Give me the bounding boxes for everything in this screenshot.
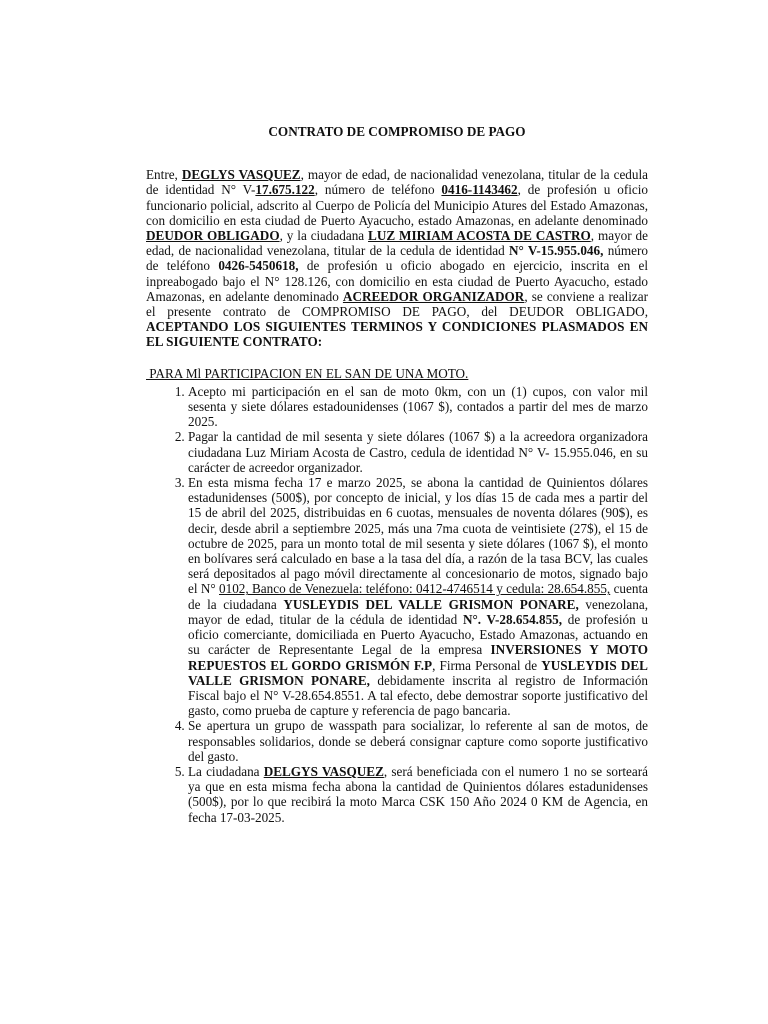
section-heading: PARA Ml PARTICIPACION EN EL SAN DE UNA MOTO. xyxy=(146,365,469,381)
intro-text: , se conviene a realizar el presente contrato de COMPROMISO DE PAGO, del DEUDOR OBLIGADO, xyxy=(146,288,648,320)
beneficiary-name: DELGYS VASQUEZ xyxy=(263,763,384,779)
company-name: INVERSIONES Y MOTO REPUESTOS EL GORDO GRISMÓN F.P xyxy=(188,642,648,673)
acreedor-role: ACREEDOR ORGANIZADOR xyxy=(342,288,525,304)
list-item xyxy=(188,475,648,718)
owner-name: YUSLEYDIS DEL VALLE GRISMON PONARE, xyxy=(188,657,648,688)
intro-text: , mayor de edad, de nacionalidad venezolana, titular de la cedula de identidad N° V- xyxy=(146,167,649,198)
item-text: , Firma Personal de xyxy=(432,657,542,673)
deudor-name: DEGLYS VASQUEZ xyxy=(181,167,301,183)
item-text: cuenta de la ciudadana xyxy=(188,581,648,612)
deudor-phone: 0416-1143462 xyxy=(441,182,518,198)
intro-text: , de profesión u oficio funcionario policial, adscrito al Cuerpo de Policía del Municipio Atures del Estado Amazonas, con domicilio en esta ciudad de Puerto Ayacucho, estado Amazonas, en adelante denominado xyxy=(146,182,648,228)
intro-text: Entre, xyxy=(146,167,182,183)
document-title: CONTRATO DE COMPROMISO DE PAGO xyxy=(268,124,526,139)
intro-text: , y la ciudadana xyxy=(279,228,369,244)
owner-name: YUSLEYDIS DEL VALLE GRISMON PONARE, xyxy=(283,596,579,612)
intro-text: , número de teléfono xyxy=(314,182,442,198)
intro-text: número de teléfono xyxy=(146,243,648,274)
item-text: En esta misma fecha 17 e marzo 2025, se abona la cantidad de Quinientos dólares estadunidenses (500$), por concepto de inicial, y los días 15 de cada mes a partir del 15 de abril del 2025, distribuidas en 6 cuotas, mensuales de noventa dólares (90$), es decir, desde abril a septiembre 2025, más una 7ma cuota de veintisiete (27$), el 15 de octubre de 2025, para un monto total de mil sesenta y siete dólares (1067 $), el monto en bolívares será calculado en base a la tasa del día, a razón de la tasa BCV, las cuales será depositados al pago móvil directamente al concesionario de motos, signado bajo el N° xyxy=(188,475,648,597)
deudor-role: DEUDOR OBLIGADO xyxy=(146,228,280,244)
list-item xyxy=(188,764,648,825)
contract-document xyxy=(146,124,648,825)
item-text: Acepto mi participación en el san de moto 0km, con un (1) cupos, con valor mil sesenta y siete dólares estadounidenses (1067 $), contados a partir del mes de marzo 2025. xyxy=(188,383,648,430)
item-text: de profesión u oficio comerciante, domiciliada en Puerto Ayacucho, Estado Amazonas, actuando en su carácter de Representante Legal de la empresa xyxy=(188,611,648,658)
list-item xyxy=(188,718,648,764)
intro-text: , mayor de edad, de nacionalidad venezolana, titular de la cedula de identidad xyxy=(146,228,648,259)
intro-paragraph xyxy=(146,167,648,349)
item-text: Pagar la cantidad de mil sesenta y siete dólares (1067 $) a la acreedora organizadora ciudadana Luz Miriam Acosta de Castro, cedula de identidad N° V- 15.955.046, en su carácter de acreedor organizador. xyxy=(188,429,648,475)
intro-text: de profesión u oficio abogado en ejercicio, inscrita en el inpreabogado bajo el N° 128.126, con domicilio en esta ciudad de Puerto Ayacucho, estado Amazonas, en adelante denominado xyxy=(146,258,648,304)
item-text: Se apertura un grupo de wasspath para socializar, lo referente al san de motos, de responsables solidarios, donde se deberá consignar capture como soporte justificativo del gasto. xyxy=(188,718,648,764)
deudor-id: 17.675.122 xyxy=(255,182,315,198)
item-text: , será beneficiada con el numero 1 no se sorteará ya que en esta misma fecha abona la cantidad de Quinientos dólares estadunidenses (500$), por lo que recibirá la moto Marca CSK 150 Año 2024 0 KM de Agencia, en fecha 17-03-2025. xyxy=(188,763,648,825)
acreedor-id: N° V-15.955.046, xyxy=(508,243,604,259)
bank-info: 0102, Banco de Venezuela: teléfono: 0412-4746514 y cedula: 28.654.855, xyxy=(219,581,611,597)
item-text: La ciudadana xyxy=(188,763,264,779)
list-item xyxy=(188,384,648,430)
owner-id: N°. V-28.654.855, xyxy=(462,611,563,627)
item-text: venezolana, mayor de edad, titular de la cédula de identidad xyxy=(188,596,648,627)
terms-list xyxy=(146,384,648,825)
acreedor-phone: 0426-5450618, xyxy=(218,258,299,274)
item-text: debidamente inscrita al registro de Información Fiscal bajo el N° V-28.654.8551. A tal efecto, debe demostrar soporte justificativo del gasto, como prueba de capture y referencia de pago bancaria. xyxy=(188,672,648,719)
acreedor-name: LUZ MIRIAM ACOSTA DE CASTRO xyxy=(368,228,591,244)
list-item xyxy=(188,429,648,475)
intro-closing: ACEPTANDO LOS SIGUIENTES TERMINOS Y CONDICIONES PLASMADOS EN EL SIGUIENTE CONTRATO: xyxy=(146,319,648,350)
